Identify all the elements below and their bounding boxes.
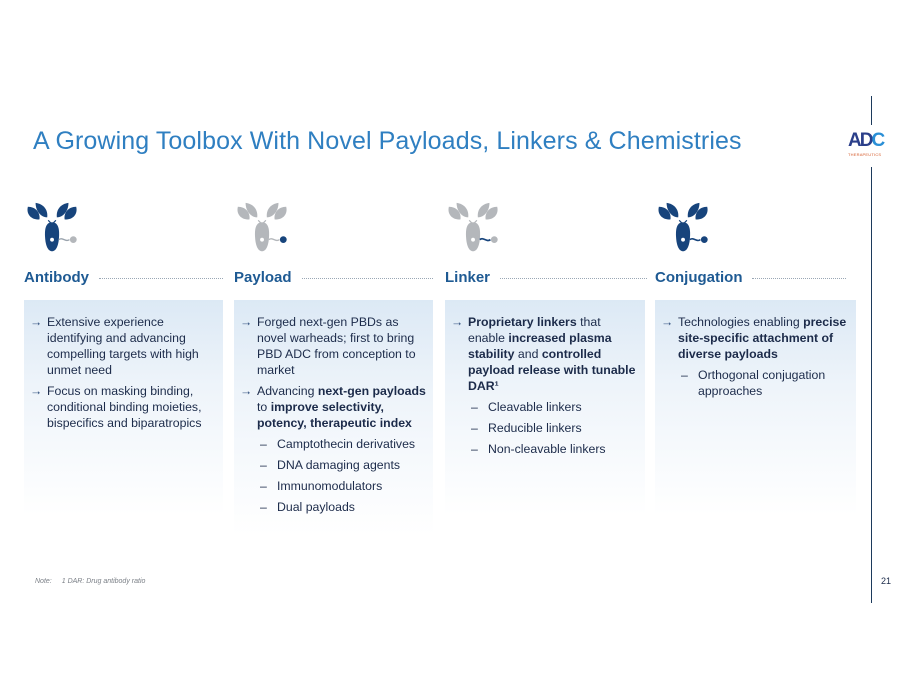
- column-header: [24, 269, 223, 286]
- bullet-text-bold: precise site-specific attachment of diverse payloads: [678, 315, 847, 361]
- bullet-item: [240, 383, 427, 431]
- antibody-icon: [24, 200, 82, 258]
- bullet-list: [451, 314, 639, 462]
- bullet-text: Technologies enabling: [678, 315, 804, 329]
- bullet-item: [30, 383, 217, 431]
- dotted-leader: [99, 278, 223, 279]
- bullet-text: Extensive experience identifying and advancing compelling targets with high unmet need: [47, 315, 199, 377]
- bullet-text-bold: next-gen payloads: [317, 384, 426, 398]
- logo-subtitle: THERAPEUTICS: [848, 152, 882, 157]
- bullet-text: Focus on masking binding, conditional binding moieties, bispecifics and biparatropics: [47, 384, 202, 430]
- footnote: [35, 578, 155, 585]
- column-title: Payload: [234, 269, 292, 286]
- column-header: [234, 269, 433, 286]
- bullet-list: [30, 314, 217, 436]
- bullet-item: [451, 314, 639, 394]
- sub-bullet-item: – Reducible linkers: [451, 420, 639, 436]
- column-title: Linker: [445, 269, 491, 286]
- bullet-text: that enable: [468, 315, 601, 345]
- bullet-text: to: [257, 400, 271, 414]
- dotted-leader: [752, 278, 846, 279]
- payload-icon: [234, 200, 292, 258]
- footnote-label: Note:: [35, 578, 52, 585]
- bullet-list: [661, 314, 850, 404]
- logo-wordmark-c: C: [871, 130, 884, 151]
- column-header: [445, 269, 647, 286]
- bullet-text-bold: Proprietary linkers: [468, 315, 577, 329]
- bullet-item: [30, 314, 217, 378]
- divider-line-bottom: [871, 167, 872, 603]
- page-number: 21: [881, 576, 892, 586]
- bullet-text-bold: improve selectivity, potency, therapeutic index: [257, 400, 412, 430]
- logo-wordmark: [848, 131, 888, 151]
- bullet-text: and: [514, 347, 542, 361]
- column-title: Antibody: [24, 269, 89, 286]
- bullet-list: [240, 314, 427, 520]
- bullet-text-bold: increased plasma stability: [468, 331, 612, 361]
- divider-line-top: [871, 96, 872, 125]
- sub-bullet-item: – Camptothecin derivatives: [240, 436, 427, 452]
- bullet-text-bold: controlled payload release with tunable DAR¹: [468, 347, 636, 393]
- sub-bullet-item: – Non-cleavable linkers: [451, 441, 639, 457]
- logo-wordmark-ad: AD: [848, 130, 872, 151]
- sub-bullet-item: – Orthogonal conjugation approaches: [661, 367, 850, 399]
- sub-bullet-item: – Cleavable linkers: [451, 399, 639, 415]
- linker-icon: [445, 200, 503, 258]
- dotted-leader: [500, 278, 647, 279]
- bullet-text: Advancing: [257, 384, 318, 398]
- bullet-item: [240, 314, 427, 378]
- conjugation-icon: [655, 200, 713, 258]
- bullet-text: Forged next-gen PBDs as novel warheads; first to bring PBD ADC from conception to market: [257, 315, 416, 377]
- bullet-item: [661, 314, 850, 362]
- page-title: A Growing Toolbox With Novel Payloads, Linkers & Chemistries: [33, 127, 742, 155]
- column-header: [655, 269, 846, 286]
- dotted-leader: [302, 278, 433, 279]
- sub-bullet-item: – Immunomodulators: [240, 478, 427, 494]
- sub-bullet-item: – Dual payloads: [240, 499, 427, 515]
- company-logo: [848, 131, 888, 159]
- sub-bullet-item: – DNA damaging agents: [240, 457, 427, 473]
- footnote-text: 1 DAR: Drug antibody ratio: [61, 578, 146, 585]
- column-title: Conjugation: [655, 269, 743, 286]
